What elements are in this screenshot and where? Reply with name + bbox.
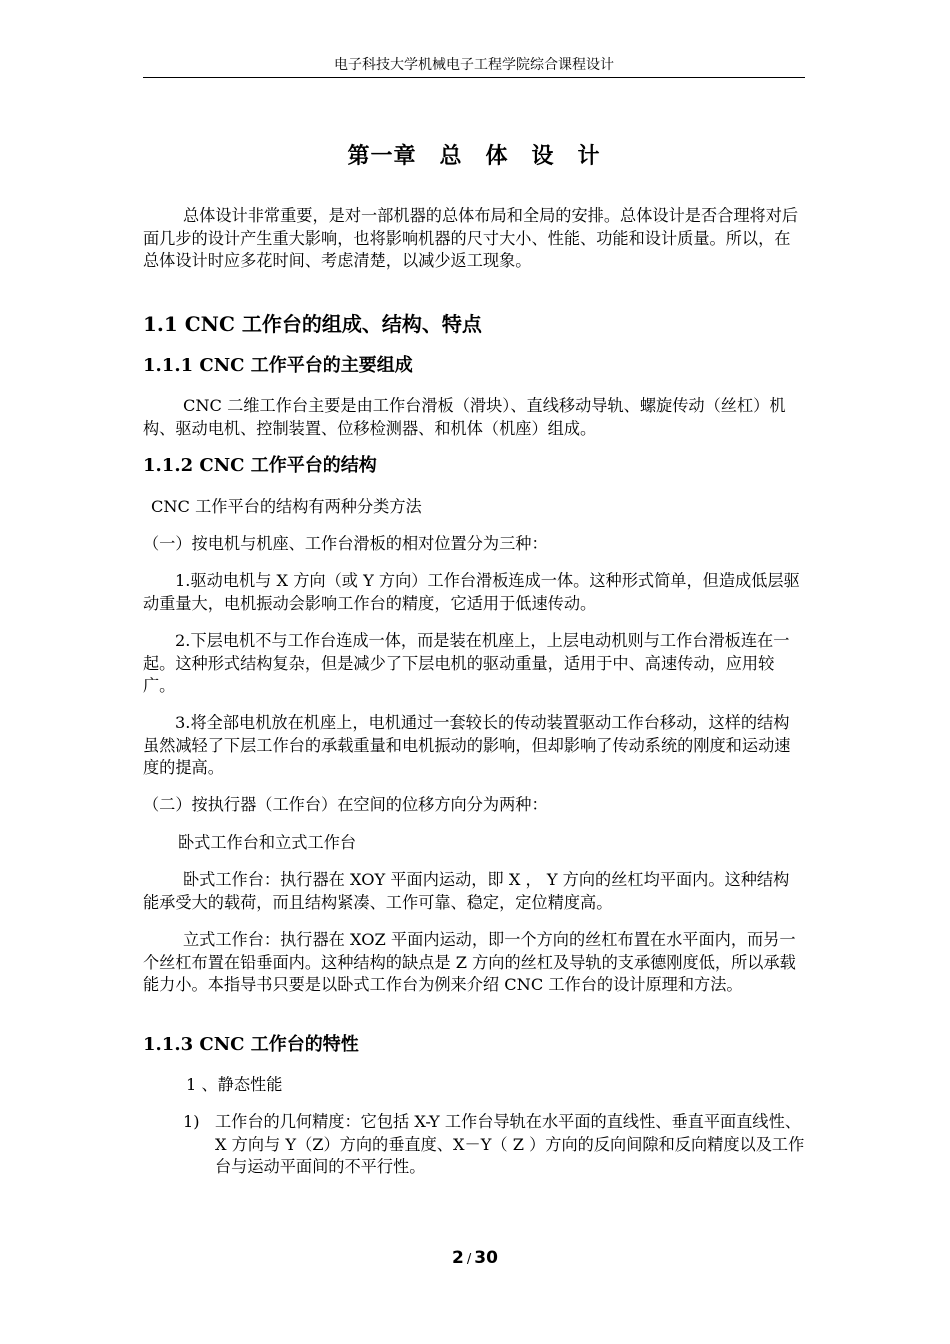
intro-paragraph: 总体设计非常重要，是对一部机器的总体布局和全局的安排。总体设计是否合理将对后面几步的设计产生重大影响，也将影响机器的尺寸大小、性能、功能和设计质量。所以，在总体设计时应多花时间、考虑清楚，以减少返工现象。 <box>143 206 799 271</box>
vertical-table-paragraph: 立式工作台：执行器在 XOZ 平面内运动，即一个方向的丝杠布置在水平面内，而另一个丝杠布置在铅垂面内。这种结构的缺点是 Z 方向的丝杠及导轨的支承德刚度低，所以承载能力小。本指导书只要是以卧式工作台为例来介绍 CNC 工作台的设计原理和方法。 <box>143 930 796 995</box>
page-header: 电子科技大学机械电子工程学院综合课程设计 <box>334 57 614 73</box>
chapter-title: 第一章 总 体 设 计 <box>347 144 601 169</box>
structure-item-1-paragraph: 1.驱动电机与 X 方向（或 Y 方向）工作台滑板连成一体。这种形式简单，但造成低层驱动重量大，电机振动会影响工作台的精度，它适用于低速传动。 <box>143 571 800 613</box>
section-1-1-2-heading: 1.1.2 CNC 工作平台的结构 <box>143 455 377 476</box>
structure-item-2-paragraph: 2.下层电机不与工作台连成一体，而是装在机座上，上层电动机则与工作台滑板连在一起。这种形式结构复杂，但是减少了下层电机的驱动重量，适用于中、高速传动，应用较广。 <box>143 631 790 696</box>
horizontal-table-paragraph: 卧式工作台：执行器在 XOY 平面内运动，即 X ， Y 方向的丝杠均平面内。这种结构能承受大的载荷，而且结构紧凑、工作可靠、稳定，定位精度高。 <box>143 870 790 912</box>
page-separator: / <box>466 1252 472 1267</box>
classification-2-paragraph: （二）按执行器（工作台）在空间的位移方向分为两种： <box>143 795 548 814</box>
composition-paragraph: CNC 二维工作台主要是由工作台滑板（滑块）、直线移动导轨、螺旋传动（丝杠）机构、驱动电机、控制装置、位移检测器、和机体（机座）组成。 <box>143 396 786 438</box>
classification-1-paragraph: （一）按电机与机座、工作台滑板的相对位置分为三种： <box>143 534 548 553</box>
section-1-1-heading: 1.1 CNC 工作台的组成、结构、特点 <box>143 312 482 336</box>
page-footer <box>0 1248 950 1268</box>
header-rule <box>143 77 805 78</box>
list-item-number: 1) <box>183 1112 200 1131</box>
structure-item-3-paragraph: 3.将全部电机放在机座上，电机通过一套较长的传动装置驱动工作台移动，这样的结构虽然减轻了下层工作台的承载重量和电机振动的影响，但却影响了传动系统的刚度和运动速度的提高。 <box>143 713 791 778</box>
table-types-paragraph: 卧式工作台和立式工作台 <box>178 833 357 852</box>
section-1-1-1-heading: 1.1.1 CNC 工作平台的主要组成 <box>143 355 413 376</box>
list-item-text: 工作台的几何精度：它包括 X-Y 工作台导轨在水平面的直线性、垂直平面直线性、X 方向与 Y（Z）方向的垂直度、X－Y（ Z ）方向的反向间隙和反向精度以及工作台与运动平面间的不平行性。 <box>215 1112 805 1177</box>
structure-intro-paragraph: CNC 工作平台的结构有两种分类方法 <box>151 497 422 516</box>
section-1-1-3-heading: 1.1.3 CNC 工作台的特性 <box>143 1034 359 1055</box>
page-total: 30 <box>474 1248 498 1268</box>
page-number: 2 <box>452 1248 464 1268</box>
static-performance-label: 1 、静态性能 <box>186 1075 283 1094</box>
